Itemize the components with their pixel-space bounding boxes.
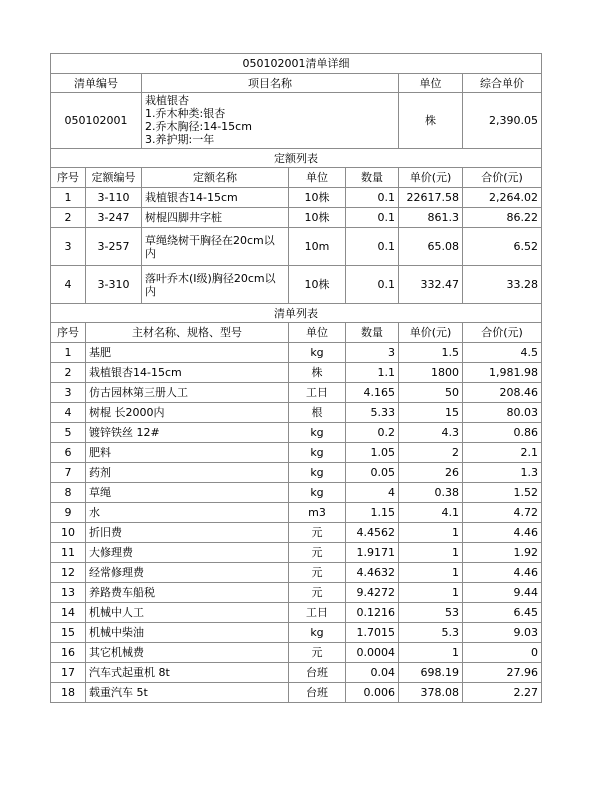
material-no: 9 [51,503,86,523]
material-name: 养路费车船税 [86,583,289,603]
material-name: 载重汽车 5t [86,683,289,703]
quota-row [51,228,542,266]
quota-col-unit: 单位 [289,168,346,188]
material-name: 草绳 [86,483,289,503]
quota-total: 2,264.02 [463,188,542,208]
material-no: 10 [51,523,86,543]
material-name: 栽植银杏14-15cm [86,363,289,383]
material-price: 1 [399,523,463,543]
material-qty: 5.33 [346,403,399,423]
item-unit: 株 [399,93,463,149]
quota-col-no: 序号 [51,168,86,188]
mat-col-price: 单价(元) [399,323,463,343]
material-unit: kg [289,623,346,643]
material-name: 镀锌铁丝 12# [86,423,289,443]
material-row [51,343,542,363]
material-total: 9.03 [463,623,542,643]
item-desc-line: 栽植银杏 [145,94,189,107]
quota-row [51,208,542,228]
material-name: 折旧费 [86,523,289,543]
material-row [51,623,542,643]
quota-total: 86.22 [463,208,542,228]
material-row [51,663,542,683]
material-row [51,563,542,583]
material-unit: 元 [289,543,346,563]
material-qty: 1.7015 [346,623,399,643]
material-name: 肥料 [86,443,289,463]
material-price: 1 [399,563,463,583]
material-unit: m3 [289,503,346,523]
material-total: 1.52 [463,483,542,503]
material-row [51,423,542,443]
quota-name: 落叶乔木(I级)胸径20cm以内 [142,266,289,304]
quota-name: 栽植银杏14-15cm [142,188,289,208]
material-row [51,643,542,663]
quota-unit: 10株 [289,188,346,208]
quota-price: 65.08 [399,228,463,266]
material-price: 1 [399,543,463,563]
quota-price: 22617.58 [399,188,463,208]
material-name: 经常修理费 [86,563,289,583]
material-unit: 元 [289,643,346,663]
material-total: 0 [463,643,542,663]
material-qty: 4 [346,483,399,503]
material-price: 2 [399,443,463,463]
material-unit: 元 [289,523,346,543]
material-no: 15 [51,623,86,643]
quota-code: 3-257 [86,228,142,266]
material-total: 4.46 [463,563,542,583]
material-price: 5.3 [399,623,463,643]
material-price: 4.1 [399,503,463,523]
material-unit: kg [289,343,346,363]
item-price: 2,390.05 [463,93,542,149]
material-name: 机械中人工 [86,603,289,623]
material-qty: 3 [346,343,399,363]
material-no: 2 [51,363,86,383]
material-no: 5 [51,423,86,443]
item-desc-line: 1.乔木种类:银杏 [145,107,226,120]
material-total: 27.96 [463,663,542,683]
material-unit: kg [289,423,346,443]
quota-col-price: 单价(元) [399,168,463,188]
quota-qty: 0.1 [346,228,399,266]
material-name: 树棍 长2000内 [86,403,289,423]
quota-qty: 0.1 [346,188,399,208]
quota-no: 3 [51,228,86,266]
material-row [51,503,542,523]
quota-code: 3-247 [86,208,142,228]
material-qty: 1.15 [346,503,399,523]
material-no: 14 [51,603,86,623]
quota-total: 6.52 [463,228,542,266]
item-description [142,93,399,149]
material-unit: 台班 [289,663,346,683]
material-no: 13 [51,583,86,603]
material-price: 53 [399,603,463,623]
material-price: 698.19 [399,663,463,683]
quota-code: 3-310 [86,266,142,304]
material-total: 4.46 [463,523,542,543]
material-name: 汽车式起重机 8t [86,663,289,683]
material-qty: 4.4562 [346,523,399,543]
material-unit: 根 [289,403,346,423]
quota-total: 33.28 [463,266,542,304]
quota-name: 草绳绕树干胸径在20cm以内 [142,228,289,266]
material-no: 12 [51,563,86,583]
material-price: 1 [399,643,463,663]
material-price: 15 [399,403,463,423]
item-code: 050102001 [51,93,142,149]
material-row [51,403,542,423]
material-price: 1800 [399,363,463,383]
header-name: 项目名称 [142,74,399,93]
quota-col-name: 定额名称 [142,168,289,188]
mat-col-unit: 单位 [289,323,346,343]
material-no: 4 [51,403,86,423]
material-qty: 0.006 [346,683,399,703]
material-name: 基肥 [86,343,289,363]
material-price: 4.3 [399,423,463,443]
material-unit: 工日 [289,603,346,623]
material-row [51,583,542,603]
material-qty: 1.1 [346,363,399,383]
mat-col-no: 序号 [51,323,86,343]
material-qty: 0.04 [346,663,399,683]
material-unit: 元 [289,583,346,603]
material-qty: 4.4632 [346,563,399,583]
material-name: 机械中柴油 [86,623,289,643]
material-no: 11 [51,543,86,563]
material-row [51,603,542,623]
quota-unit: 10m [289,228,346,266]
quota-row [51,188,542,208]
quota-unit: 10株 [289,266,346,304]
material-row [51,523,542,543]
quota-col-code: 定额编号 [86,168,142,188]
material-total: 9.44 [463,583,542,603]
quota-code: 3-110 [86,188,142,208]
material-total: 1.3 [463,463,542,483]
material-row [51,483,542,503]
material-name: 水 [86,503,289,523]
material-row [51,443,542,463]
material-name: 仿古园林第三册人工 [86,383,289,403]
bill-detail-table [50,53,542,703]
bill-detail-sheet [50,53,541,703]
material-price: 1 [399,583,463,603]
material-qty: 1.05 [346,443,399,463]
item-desc-line: 3.养护期:一年 [145,133,215,146]
material-qty: 0.05 [346,463,399,483]
material-unit: kg [289,463,346,483]
material-total: 2.1 [463,443,542,463]
quota-price: 332.47 [399,266,463,304]
material-total: 6.45 [463,603,542,623]
material-price: 1.5 [399,343,463,363]
material-qty: 9.4272 [346,583,399,603]
material-unit: 元 [289,563,346,583]
material-qty: 0.0004 [346,643,399,663]
material-qty: 0.2 [346,423,399,443]
material-row [51,383,542,403]
mat-col-name: 主材名称、规格、型号 [86,323,289,343]
header-unit: 单位 [399,74,463,93]
quota-col-total: 合价(元) [463,168,542,188]
quota-col-qty: 数量 [346,168,399,188]
material-total: 1.92 [463,543,542,563]
material-price: 0.38 [399,483,463,503]
material-qty: 1.9171 [346,543,399,563]
quota-no: 2 [51,208,86,228]
sheet-title: 050102001清单详细 [51,54,542,74]
material-total: 2.27 [463,683,542,703]
material-price: 26 [399,463,463,483]
material-row [51,683,542,703]
quota-qty: 0.1 [346,266,399,304]
quota-no: 1 [51,188,86,208]
quota-price: 861.3 [399,208,463,228]
material-total: 4.72 [463,503,542,523]
header-code: 清单编号 [51,74,142,93]
material-unit: 工日 [289,383,346,403]
material-unit: kg [289,483,346,503]
quota-no: 4 [51,266,86,304]
mat-col-total: 合价(元) [463,323,542,343]
material-total: 1,981.98 [463,363,542,383]
material-no: 1 [51,343,86,363]
material-price: 50 [399,383,463,403]
material-total: 0.86 [463,423,542,443]
material-name: 大修理费 [86,543,289,563]
materials-section-title: 清单列表 [51,304,542,323]
mat-col-qty: 数量 [346,323,399,343]
material-name: 其它机械费 [86,643,289,663]
material-qty: 4.165 [346,383,399,403]
material-no: 3 [51,383,86,403]
material-unit: 株 [289,363,346,383]
material-unit: 台班 [289,683,346,703]
quota-row [51,266,542,304]
quota-qty: 0.1 [346,208,399,228]
material-total: 4.5 [463,343,542,363]
material-no: 8 [51,483,86,503]
material-no: 16 [51,643,86,663]
material-no: 6 [51,443,86,463]
quota-section-title: 定额列表 [51,149,542,168]
material-row [51,363,542,383]
material-row [51,543,542,563]
header-price: 综合单价 [463,74,542,93]
quota-name: 树棍四脚井字桩 [142,208,289,228]
material-row [51,463,542,483]
material-no: 7 [51,463,86,483]
quota-unit: 10株 [289,208,346,228]
material-no: 18 [51,683,86,703]
item-desc-line: 2.乔木胸径:14-15cm [145,120,252,133]
material-price: 378.08 [399,683,463,703]
material-qty: 0.1216 [346,603,399,623]
material-total: 80.03 [463,403,542,423]
material-no: 17 [51,663,86,683]
material-name: 药剂 [86,463,289,483]
material-total: 208.46 [463,383,542,403]
material-unit: kg [289,443,346,463]
